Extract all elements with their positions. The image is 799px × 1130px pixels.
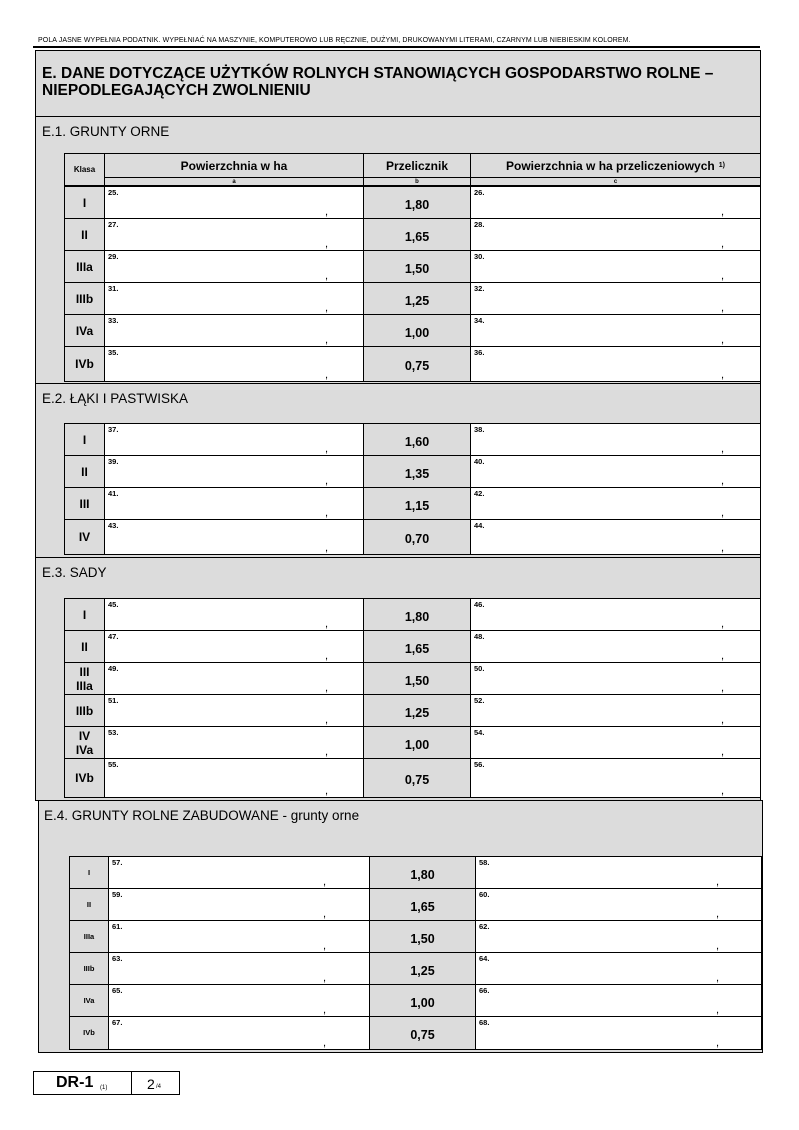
- decimal-comma: ,: [325, 443, 329, 455]
- decimal-comma: ,: [323, 1004, 327, 1016]
- header-powierzchnia-przeliczeniowa-label: Powierzchnia w ha przeliczeniowych: [506, 158, 715, 173]
- e2-conversion-factor: 1,60: [363, 423, 471, 456]
- decimal-comma: ,: [721, 746, 725, 758]
- e2-class-label: II: [64, 455, 105, 488]
- section-e4-title: E.4. GRUNTY ROLNE ZABUDOWANE - grunty orne: [44, 808, 360, 823]
- field-number: 26.: [474, 188, 485, 197]
- e4-area-field[interactable]: [108, 856, 370, 889]
- field-number: 63.: [112, 954, 123, 963]
- field-number: 43.: [108, 521, 119, 530]
- decimal-comma: ,: [721, 443, 725, 455]
- e3-converted-area-field[interactable]: [470, 758, 761, 798]
- decimal-comma: ,: [325, 542, 329, 554]
- decimal-comma: ,: [721, 302, 725, 314]
- e4-area-field[interactable]: [108, 952, 370, 985]
- field-number: 35.: [108, 348, 119, 357]
- e1-class-label: IVb: [64, 346, 105, 382]
- decimal-comma: ,: [325, 714, 329, 726]
- field-number: 46.: [474, 600, 485, 609]
- field-number: 33.: [108, 316, 119, 325]
- field-number: 38.: [474, 425, 485, 434]
- e4-conversion-factor: 1,80: [369, 856, 476, 889]
- e4-converted-area-field[interactable]: [475, 920, 762, 953]
- e3-converted-area-field[interactable]: [470, 694, 761, 727]
- field-number: 32.: [474, 284, 485, 293]
- decimal-comma: ,: [721, 618, 725, 630]
- decimal-comma: ,: [716, 972, 720, 984]
- e3-conversion-factor: 1,80: [363, 598, 471, 631]
- decimal-comma: ,: [716, 1037, 720, 1049]
- e4-converted-area-field[interactable]: [475, 952, 762, 985]
- field-number: 56.: [474, 760, 485, 769]
- form-code: DR-1: [56, 1074, 94, 1091]
- decimal-comma: ,: [325, 369, 329, 381]
- field-number: 62.: [479, 922, 490, 931]
- footnote-marker: 1): [718, 162, 725, 169]
- e4-class-label: IIIa: [69, 920, 109, 953]
- decimal-comma: ,: [721, 650, 725, 662]
- field-number: 40.: [474, 457, 485, 466]
- decimal-comma: ,: [721, 206, 725, 218]
- e1-class-label: IIIb: [64, 282, 105, 315]
- e4-conversion-factor: 1,50: [369, 920, 476, 953]
- field-number: 49.: [108, 664, 119, 673]
- e3-converted-area-field[interactable]: [470, 726, 761, 759]
- decimal-comma: ,: [721, 238, 725, 250]
- field-number: 66.: [479, 986, 490, 995]
- field-number: 45.: [108, 600, 119, 609]
- decimal-comma: ,: [716, 940, 720, 952]
- decimal-comma: ,: [325, 507, 329, 519]
- decimal-comma: ,: [716, 1004, 720, 1016]
- e2-converted-area-field[interactable]: [470, 487, 761, 520]
- e2-conversion-factor: 0,70: [363, 519, 471, 555]
- e1-area-field[interactable]: [104, 314, 364, 347]
- column-letter-b: b: [363, 177, 471, 186]
- field-number: 31.: [108, 284, 119, 293]
- decimal-comma: ,: [323, 1037, 327, 1049]
- e1-converted-area-field[interactable]: [470, 218, 761, 251]
- field-number: 51.: [108, 696, 119, 705]
- e3-area-field[interactable]: [104, 726, 364, 759]
- field-number: 58.: [479, 858, 490, 867]
- decimal-comma: ,: [325, 302, 329, 314]
- header-przelicznik: Przelicznik: [363, 153, 471, 178]
- e3-converted-area-field[interactable]: [470, 630, 761, 663]
- decimal-comma: ,: [325, 785, 329, 797]
- e1-conversion-factor: 0,75: [363, 346, 471, 382]
- field-number: 34.: [474, 316, 485, 325]
- e4-area-field[interactable]: [108, 920, 370, 953]
- e1-area-field[interactable]: [104, 282, 364, 315]
- field-number: 65.: [112, 986, 123, 995]
- section-e-title-line1: E. DANE DOTYCZĄCE UŻYTKÓW ROLNYCH STANOWIĄCYCH GOSPODARSTWO ROLNE –: [42, 65, 714, 82]
- e3-converted-area-field[interactable]: [470, 598, 761, 631]
- e1-conversion-factor: 1,50: [363, 250, 471, 283]
- decimal-comma: ,: [721, 369, 725, 381]
- field-number: 44.: [474, 521, 485, 530]
- header-powierzchnia-przeliczeniowa: [470, 153, 761, 178]
- e4-class-label: II: [69, 888, 109, 921]
- e2-class-label: IV: [64, 519, 105, 555]
- e3-class-label: I: [64, 598, 105, 631]
- decimal-comma: ,: [323, 876, 327, 888]
- e1-conversion-factor: 1,25: [363, 282, 471, 315]
- e1-converted-area-field[interactable]: [470, 282, 761, 315]
- field-number: 36.: [474, 348, 485, 357]
- decimal-comma: ,: [325, 475, 329, 487]
- e4-conversion-factor: 1,65: [369, 888, 476, 921]
- e4-conversion-factor: 1,25: [369, 952, 476, 985]
- e4-converted-area-field[interactable]: [475, 856, 762, 889]
- decimal-comma: ,: [716, 876, 720, 888]
- e4-area-field[interactable]: [108, 1016, 370, 1050]
- header-powierzchnia: Powierzchnia w ha: [104, 153, 364, 178]
- e3-conversion-factor: 1,50: [363, 662, 471, 695]
- e1-conversion-factor: 1,00: [363, 314, 471, 347]
- e1-class-label: IVa: [64, 314, 105, 347]
- decimal-comma: ,: [325, 270, 329, 282]
- form-code-box: [33, 1071, 132, 1095]
- e3-conversion-factor: 1,00: [363, 726, 471, 759]
- field-number: 30.: [474, 252, 485, 261]
- e4-conversion-factor: 0,75: [369, 1016, 476, 1050]
- decimal-comma: ,: [721, 507, 725, 519]
- e1-converted-area-field[interactable]: [470, 346, 761, 382]
- decimal-comma: ,: [323, 940, 327, 952]
- column-letter-a: a: [104, 177, 364, 186]
- page-number-box: [131, 1071, 180, 1095]
- field-number: 54.: [474, 728, 485, 737]
- decimal-comma: ,: [325, 682, 329, 694]
- e1-class-label: II: [64, 218, 105, 251]
- field-number: 53.: [108, 728, 119, 737]
- field-number: 59.: [112, 890, 123, 899]
- field-number: 52.: [474, 696, 485, 705]
- e2-converted-area-field[interactable]: [470, 423, 761, 456]
- e4-area-field[interactable]: [108, 888, 370, 921]
- section-e1-title: E.1. GRUNTY ORNE: [42, 124, 170, 139]
- section-e-header: [35, 50, 761, 117]
- e1-converted-area-field[interactable]: [470, 186, 761, 219]
- decimal-comma: ,: [721, 682, 725, 694]
- decimal-comma: ,: [721, 270, 725, 282]
- e1-class-label: IIIa: [64, 250, 105, 283]
- e4-class-label: IVb: [69, 1016, 109, 1050]
- field-number: 55.: [108, 760, 119, 769]
- e1-class-label: I: [64, 186, 105, 219]
- e4-class-label: IIIb: [69, 952, 109, 985]
- e3-area-field[interactable]: [104, 598, 364, 631]
- decimal-comma: ,: [721, 785, 725, 797]
- instructions-note: POLA JASNE WYPEŁNIA PODATNIK. WYPEŁNIAĆ NA MASZYNIE, KOMPUTEROWO LUB RĘCZNIE, DUŻYMI, DRUKOWANYMI LITERAMI, CZARNYM LUB NIEBIESKIM KOLOREM.: [38, 37, 631, 44]
- decimal-comma: ,: [721, 334, 725, 346]
- column-letter-c: c: [470, 177, 761, 186]
- field-number: 29.: [108, 252, 119, 261]
- e4-converted-area-field[interactable]: [475, 1016, 762, 1050]
- e2-class-label: III: [64, 487, 105, 520]
- decimal-comma: ,: [325, 334, 329, 346]
- field-number: 28.: [474, 220, 485, 229]
- field-number: 47.: [108, 632, 119, 641]
- e2-area-field[interactable]: [104, 487, 364, 520]
- field-number: 37.: [108, 425, 119, 434]
- e4-converted-area-field[interactable]: [475, 984, 762, 1017]
- decimal-comma: ,: [325, 650, 329, 662]
- decimal-comma: ,: [721, 542, 725, 554]
- decimal-comma: ,: [716, 908, 720, 920]
- e2-area-field[interactable]: [104, 519, 364, 555]
- e1-conversion-factor: 1,65: [363, 218, 471, 251]
- header-klasa: Klasa: [64, 153, 105, 186]
- field-number: 50.: [474, 664, 485, 673]
- decimal-comma: ,: [323, 908, 327, 920]
- field-number: 48.: [474, 632, 485, 641]
- decimal-comma: ,: [325, 618, 329, 630]
- page-number: 2: [147, 1076, 155, 1092]
- e3-area-field[interactable]: [104, 758, 364, 798]
- page-total: /4: [156, 1084, 162, 1090]
- decimal-comma: ,: [325, 746, 329, 758]
- e3-conversion-factor: 1,65: [363, 630, 471, 663]
- field-number: 57.: [112, 858, 123, 867]
- field-number: 61.: [112, 922, 123, 931]
- e1-converted-area-field[interactable]: [470, 250, 761, 283]
- e3-class-label: III IIIa: [64, 662, 105, 695]
- e1-area-field[interactable]: [104, 218, 364, 251]
- e4-conversion-factor: 1,00: [369, 984, 476, 1017]
- top-divider: [33, 46, 760, 48]
- e3-area-field[interactable]: [104, 694, 364, 727]
- field-number: 25.: [108, 188, 119, 197]
- e1-area-field[interactable]: [104, 346, 364, 382]
- e3-area-field[interactable]: [104, 662, 364, 695]
- e2-class-label: I: [64, 423, 105, 456]
- decimal-comma: ,: [325, 238, 329, 250]
- e4-area-field[interactable]: [108, 984, 370, 1017]
- e2-area-field[interactable]: [104, 455, 364, 488]
- decimal-comma: ,: [721, 475, 725, 487]
- e3-conversion-factor: 1,25: [363, 694, 471, 727]
- e1-area-field[interactable]: [104, 250, 364, 283]
- e3-class-label: IV IVa: [64, 726, 105, 759]
- field-number: 41.: [108, 489, 119, 498]
- e3-conversion-factor: 0,75: [363, 758, 471, 798]
- e3-class-label: IIIb: [64, 694, 105, 727]
- decimal-comma: ,: [323, 972, 327, 984]
- e1-converted-area-field[interactable]: [470, 314, 761, 347]
- e3-class-label: IVb: [64, 758, 105, 798]
- e3-converted-area-field[interactable]: [470, 662, 761, 695]
- e2-conversion-factor: 1,35: [363, 455, 471, 488]
- e3-area-field[interactable]: [104, 630, 364, 663]
- field-number: 67.: [112, 1018, 123, 1027]
- decimal-comma: ,: [721, 714, 725, 726]
- e4-converted-area-field[interactable]: [475, 888, 762, 921]
- e1-conversion-factor: 1,80: [363, 186, 471, 219]
- e2-converted-area-field[interactable]: [470, 455, 761, 488]
- field-number: 64.: [479, 954, 490, 963]
- e2-conversion-factor: 1,15: [363, 487, 471, 520]
- section-e2-title: E.2. ŁĄKI I PASTWISKA: [42, 391, 189, 406]
- field-number: 39.: [108, 457, 119, 466]
- e2-converted-area-field[interactable]: [470, 519, 761, 555]
- e2-area-field[interactable]: [104, 423, 364, 456]
- field-number: 27.: [108, 220, 119, 229]
- section-e3-title: E.3. SADY: [42, 565, 107, 580]
- e4-class-label: I: [69, 856, 109, 889]
- e3-class-label: II: [64, 630, 105, 663]
- decimal-comma: ,: [325, 206, 329, 218]
- field-number: 60.: [479, 890, 490, 899]
- section-e-title-line2: NIEPODLEGAJĄCYCH ZWOLNIENIU: [42, 82, 311, 99]
- field-number: 68.: [479, 1018, 490, 1027]
- form-version: (1): [100, 1085, 108, 1091]
- e4-class-label: IVa: [69, 984, 109, 1017]
- field-number: 42.: [474, 489, 485, 498]
- e1-area-field[interactable]: [104, 186, 364, 219]
